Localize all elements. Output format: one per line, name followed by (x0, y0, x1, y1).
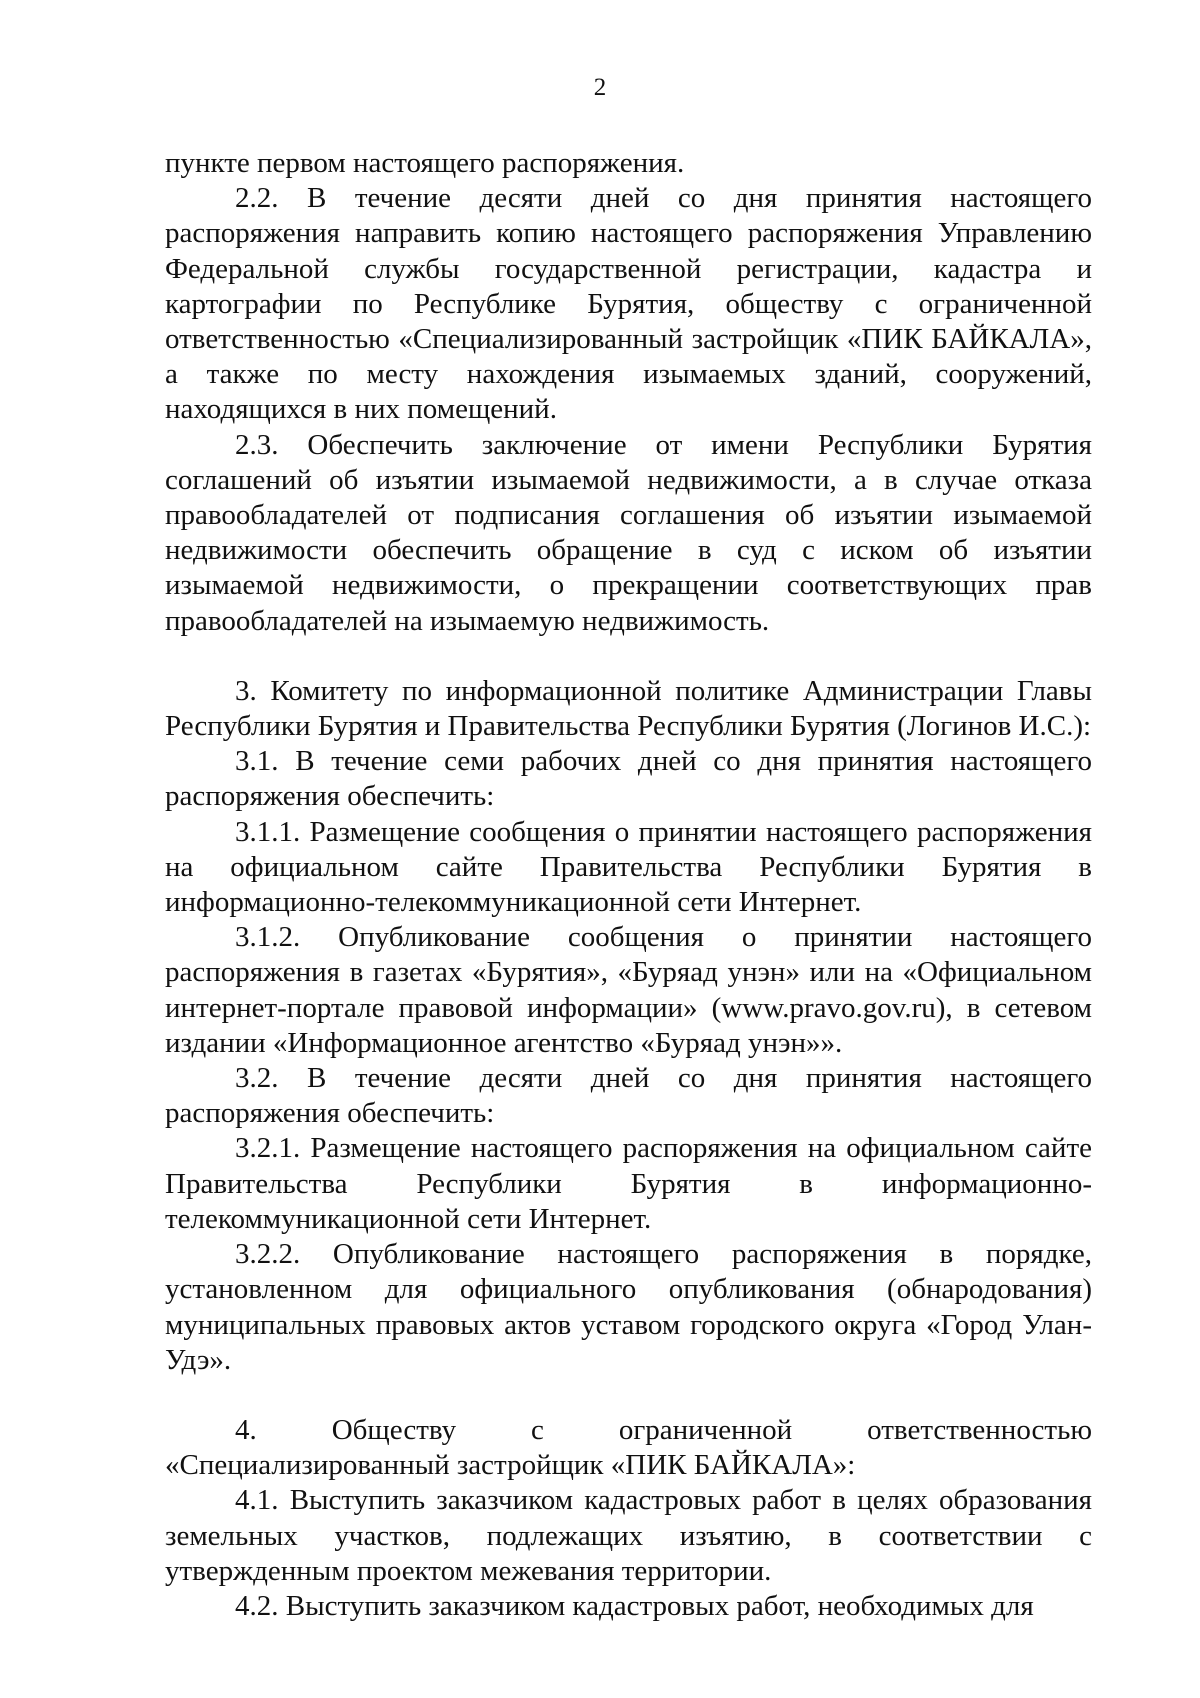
paragraph-3-1-2: 3.1.2. Опубликование сообщения о принятии настоящего распоряжения в газетах «Бурятия», «Буряад унэн» или на «Официальном интернет-портале правовой информации» (www.pravo.gov.ru), в сетевом издании «Информационное агентство «Буряад унэн»». (165, 921, 1092, 1059)
paragraph-4-1: 4.1. Выступить заказчиком кадастровых работ в целях образования земельных участков, подлежащих изъятию, в соответствии с утвержденным проектом межевания территории. (165, 1484, 1092, 1587)
paragraph-3-2: 3.2. В течение десяти дней со дня принятия настоящего распоряжения обеспечить: (165, 1062, 1092, 1130)
paragraph-3-2-2: 3.2.2. Опубликование настоящего распоряжения в порядке, установленном для официального опубликования (обнародования) муниципальных правовых актов уставом городского округа «Город Улан-Удэ». (165, 1238, 1092, 1376)
paragraph-3: 3. Комитету по информационной политике Администрации Главы Республики Бурятия и Правительства Республики Бурятия (Логинов И.С.): (165, 674, 1092, 743)
document-body (165, 146, 1092, 1624)
paragraph-2-3: 2.3. Обеспечить заключение от имени Республики Бурятия соглашений об изъятии изымаемой недвижимости, а в случае отказа правообладателей от подписания соглашения об изъятии изымаемой недвижимости обеспечить обращение в суд с иском об изъятии изымаемой недвижимости, о прекращении соответствующих прав правообладателей на изымаемую недвижимость. (165, 428, 1092, 637)
paragraph-3-1-1: 3.1.1. Размещение сообщения о принятии настоящего распоряжения на официальном сайте Правительства Республики Бурятия в информационно-телекоммуникационной сети Интернет. (165, 815, 1092, 919)
paragraph-continuation: пункте первом настоящего распоряжения. (165, 147, 685, 179)
paragraph-4: 4. Обществу с ограниченной ответственностью «Специализированный застройщик «ПИК БАЙКАЛА»: (165, 1413, 1092, 1482)
paragraph-4-2: 4.2. Выступить заказчиком кадастровых работ, необходимых для (235, 1589, 1034, 1622)
page-number: 2 (593, 74, 607, 101)
paragraph-3-1: 3.1. В течение семи рабочих дней со дня принятия настоящего распоряжения обеспечить: (165, 745, 1092, 813)
paragraph-2-2: 2.2. В течение десяти дней со дня принятия настоящего распоряжения направить копию настоящего распоряжения Управлению Федеральной службы государственной регистрации, кадастра и картографии по Республике Бурятия, обществу с ограниченной ответственностью «Специализированный застройщик «ПИК БАЙКАЛА», а также по месту нахождения изымаемых зданий, сооружений, находящихся в них помещений. (165, 182, 1092, 426)
paragraph-3-2-1: 3.2.1. Размещение настоящего распоряжения на официальном сайте Правительства Республики Бурятия в информационно-телекоммуникационной сети Интернет. (165, 1132, 1092, 1235)
